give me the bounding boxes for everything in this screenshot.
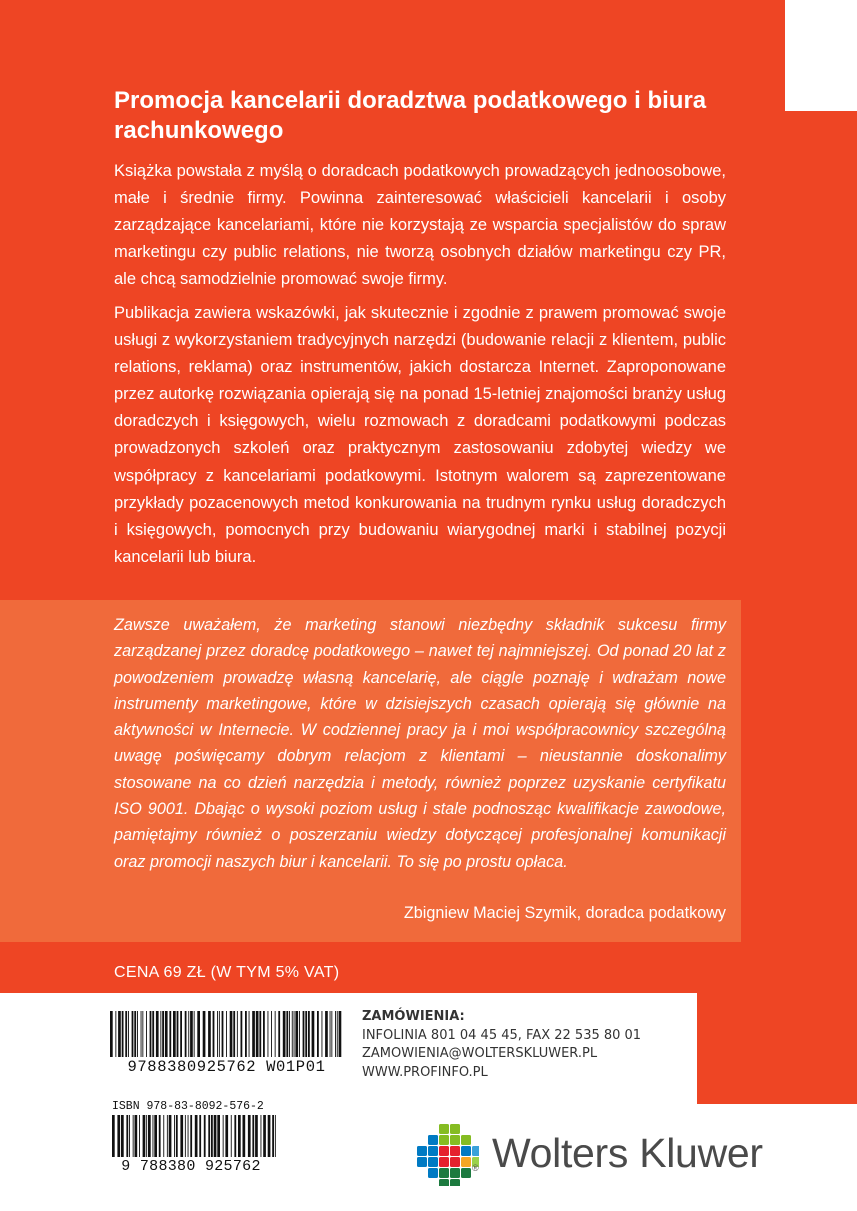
orders-email[interactable]: ZAMOWIENIA@WOLTERSKLUWER.PL [362,1046,598,1061]
price-label: CENA 69 ZŁ (W TYM 5% VAT) [114,964,340,981]
description-paragraph-1: Książka powstała z myślą o doradcach podatkowych prowadzących jednoosobowe, małe i średnie firmy. Powinna zainteresować właścicieli kancelarii i osoby zarządzające kancelariami, które nie korzystają ze wsparcia specjalistów do spraw marketingu czy public relations, nie tworzą osobnych działów marketingu czy PR, ale chcą samodzielnie promować swoje firmy. [114,162,726,289]
description-paragraph-2: Publikacja zawiera wskazówki, jak skutecznie i zgodnie z prawem promować swoje usługi z wykorzystaniem tradycyjnych narzędzi (budowanie relacji z klientem, public relations, reklama) oraz instrumentów, jakich dostarcza Internet. Zaproponowane przez autorkę rozwiązania opierają się na ponad 15-letniej znajomości branży usług doradczych i księgowych, wielu rozmowach z doradcami podatkowymi podczas prowadzonych szkoleń oraz praktycznym zastosowaniu zdobytej wiedzy we współpracy z kancelariami podatkowymi. Istotnym walorem są zaprezentowane przykłady pozacenowych metod konkurowania na trudnym rynku usług doradczych i księgowych, pomocnych przy budowaniu wiarygodnej marki i stabilnej pozycji kancelarii lub biura. [114,304,726,566]
side-strip [697,993,857,1104]
testimonial-quote: Zawsze uważałem, że marketing stanowi niezbędny składnik sukcesu firmy zarządzanej przez doradcę podatkowego – nawet tej najmniejszej. Od ponad 20 lat z powodzeniem prowadzę własną kancelarię, ale ciągle poznaję i wdrażam nowe instrumenty marketingowe, które w dzisiejszych czasach opierają się głównie na aktywności w Internecie. W codziennej pracy ja i moi współpracownicy szczególną uwagę poświęcamy dobrym relacjom z klientami – nieustannie doskonalimy stosowane na co dzień narzędzia i metody, również poprzez uzyskanie certyfikatu ISO 9001. Dbając o wysoki poziom usług i stale podnosząc kwalifikacje zawodowe, pamiętajmy również o poszerzaniu wiedzy dotyczącej profesjonalnej komunikacji oraz promocji naszych biur i kancelarii. To się po prostu opłaca. [114,616,726,871]
barcode-main-number: 9788380925762 W01P01 [127,1058,326,1076]
isbn-label: ISBN 978-83-8092-576-2 [112,1100,264,1113]
publisher-logo-text: Wolters Kluwer [492,1130,763,1176]
quote-author: Zbigniew Maciej Szymik, doradca podatkowy [403,904,726,922]
corner-notch [785,0,857,111]
orders-website[interactable]: WWW.PROFINFO.PL [362,1064,488,1080]
barcode-main [110,1011,343,1057]
barcode-isbn-number: 9 788380 925762 [121,1158,261,1175]
registered-mark: ® [472,1163,479,1173]
barcode-isbn [112,1115,276,1157]
orders-info [362,1008,641,1082]
orders-phone: INFOLINIA 801 04 45 45, FAX 22 535 80 01 [362,1027,642,1043]
orders-heading: ZAMÓWIENIA: [362,1009,465,1024]
wolters-kluwer-logo-icon [415,1122,479,1186]
book-title: Promocja kancelarii doradztwa podatkowego i biura rachunkowego [114,87,707,144]
